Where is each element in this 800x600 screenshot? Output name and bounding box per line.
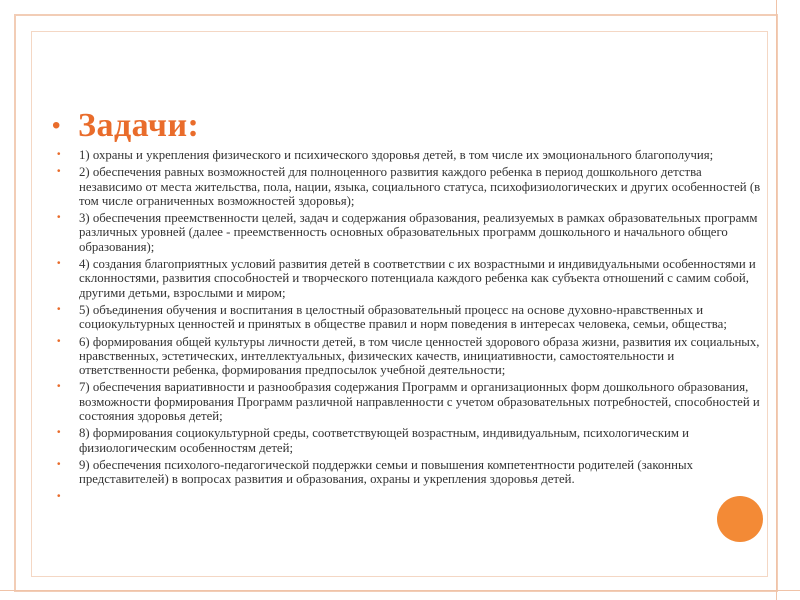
task-text: 8) формирования социокультурной среды, соответствующей возрастным, индивидуальным, психологическим и физиологическим особенностям детей; <box>79 426 690 455</box>
decor-vertical-line <box>776 0 777 600</box>
task-text: 4) создания благоприятных условий развития детей в соответствии с их возрастными и индивидуальными особенностями и склонностями, развития способностей и творческого потенциала каждого ребенка как субъекта отношений с самим собой, другими детьми, взрослыми и миром; <box>79 257 756 300</box>
title-row <box>52 106 199 146</box>
bullet-icon: • <box>57 458 61 470</box>
task-item <box>57 380 767 423</box>
bullet-icon: • <box>57 149 61 160</box>
task-item <box>57 303 767 332</box>
bullet-icon: • <box>57 335 61 347</box>
task-item <box>57 148 767 162</box>
task-text: 1) охраны и укрепления физического и психического здоровья детей, в том числе их эмоционального благополучия; <box>79 148 714 162</box>
task-item <box>57 165 767 208</box>
task-text: 9) обеспечения психолого-педагогической поддержки семьи и повышения компетентности родителей (законных представителей) в вопросах развития и образования, охраны и укрепления здоровья детей. <box>79 457 693 487</box>
task-text: 7) обеспечения вариативности и разнообразия содержания Программ и организационных форм дошкольного образования, возможности формирования Программ различной направленности с учетом образовательных потребностей, способностей и состояния здоровья детей; <box>79 380 760 424</box>
title-bullet-icon: • <box>52 112 61 139</box>
task-item <box>57 426 767 455</box>
bullet-icon: • <box>57 490 61 502</box>
decor-horizontal-line <box>0 590 800 591</box>
accent-circle-decoration <box>717 496 763 542</box>
bullet-icon: • <box>57 427 61 439</box>
task-text: 6) формирования общей культуры личности детей, в том числе ценностей здорового образа жизни, развития их социальных, нравственных, эстетических, интеллектуальных, физических качеств, инициативности, самостоятельности и ответственности ребенка, формирования предпосылок учебной деятельности; <box>79 334 760 378</box>
task-item <box>57 211 767 254</box>
task-list <box>57 148 767 502</box>
slide-title: Задачи: <box>78 107 200 144</box>
task-text: 2) обеспечения равных возможностей для полноценного развития каждого ребенка в период дошкольного детства независимо от места жительства, пола, нации, языка, социального статуса, психофизиологических и других особенностей (в том числе ограниченных возможностей здоровья); <box>79 165 761 208</box>
bullet-icon: • <box>57 212 61 224</box>
bullet-icon: • <box>57 166 61 178</box>
bullet-icon: • <box>57 258 61 270</box>
task-text: 3) обеспечения преемственности целей, задач и содержания образования, реализуемых в рамках образовательных программ различных уровней (далее - преемственность основных образовательных программ дошкольного и начального общего образования); <box>79 211 758 254</box>
task-text: 5) объединения обучения и воспитания в целостный образовательный процесс на основе духовно-нравственных и социокультурных ценностей и принятых в обществе правил и норм поведения в интересах человека, семьи, общества; <box>79 302 727 332</box>
task-item <box>57 458 767 487</box>
bullet-icon: • <box>57 381 61 393</box>
task-item <box>57 257 767 300</box>
task-item <box>57 335 767 378</box>
bullet-icon: • <box>57 303 61 315</box>
